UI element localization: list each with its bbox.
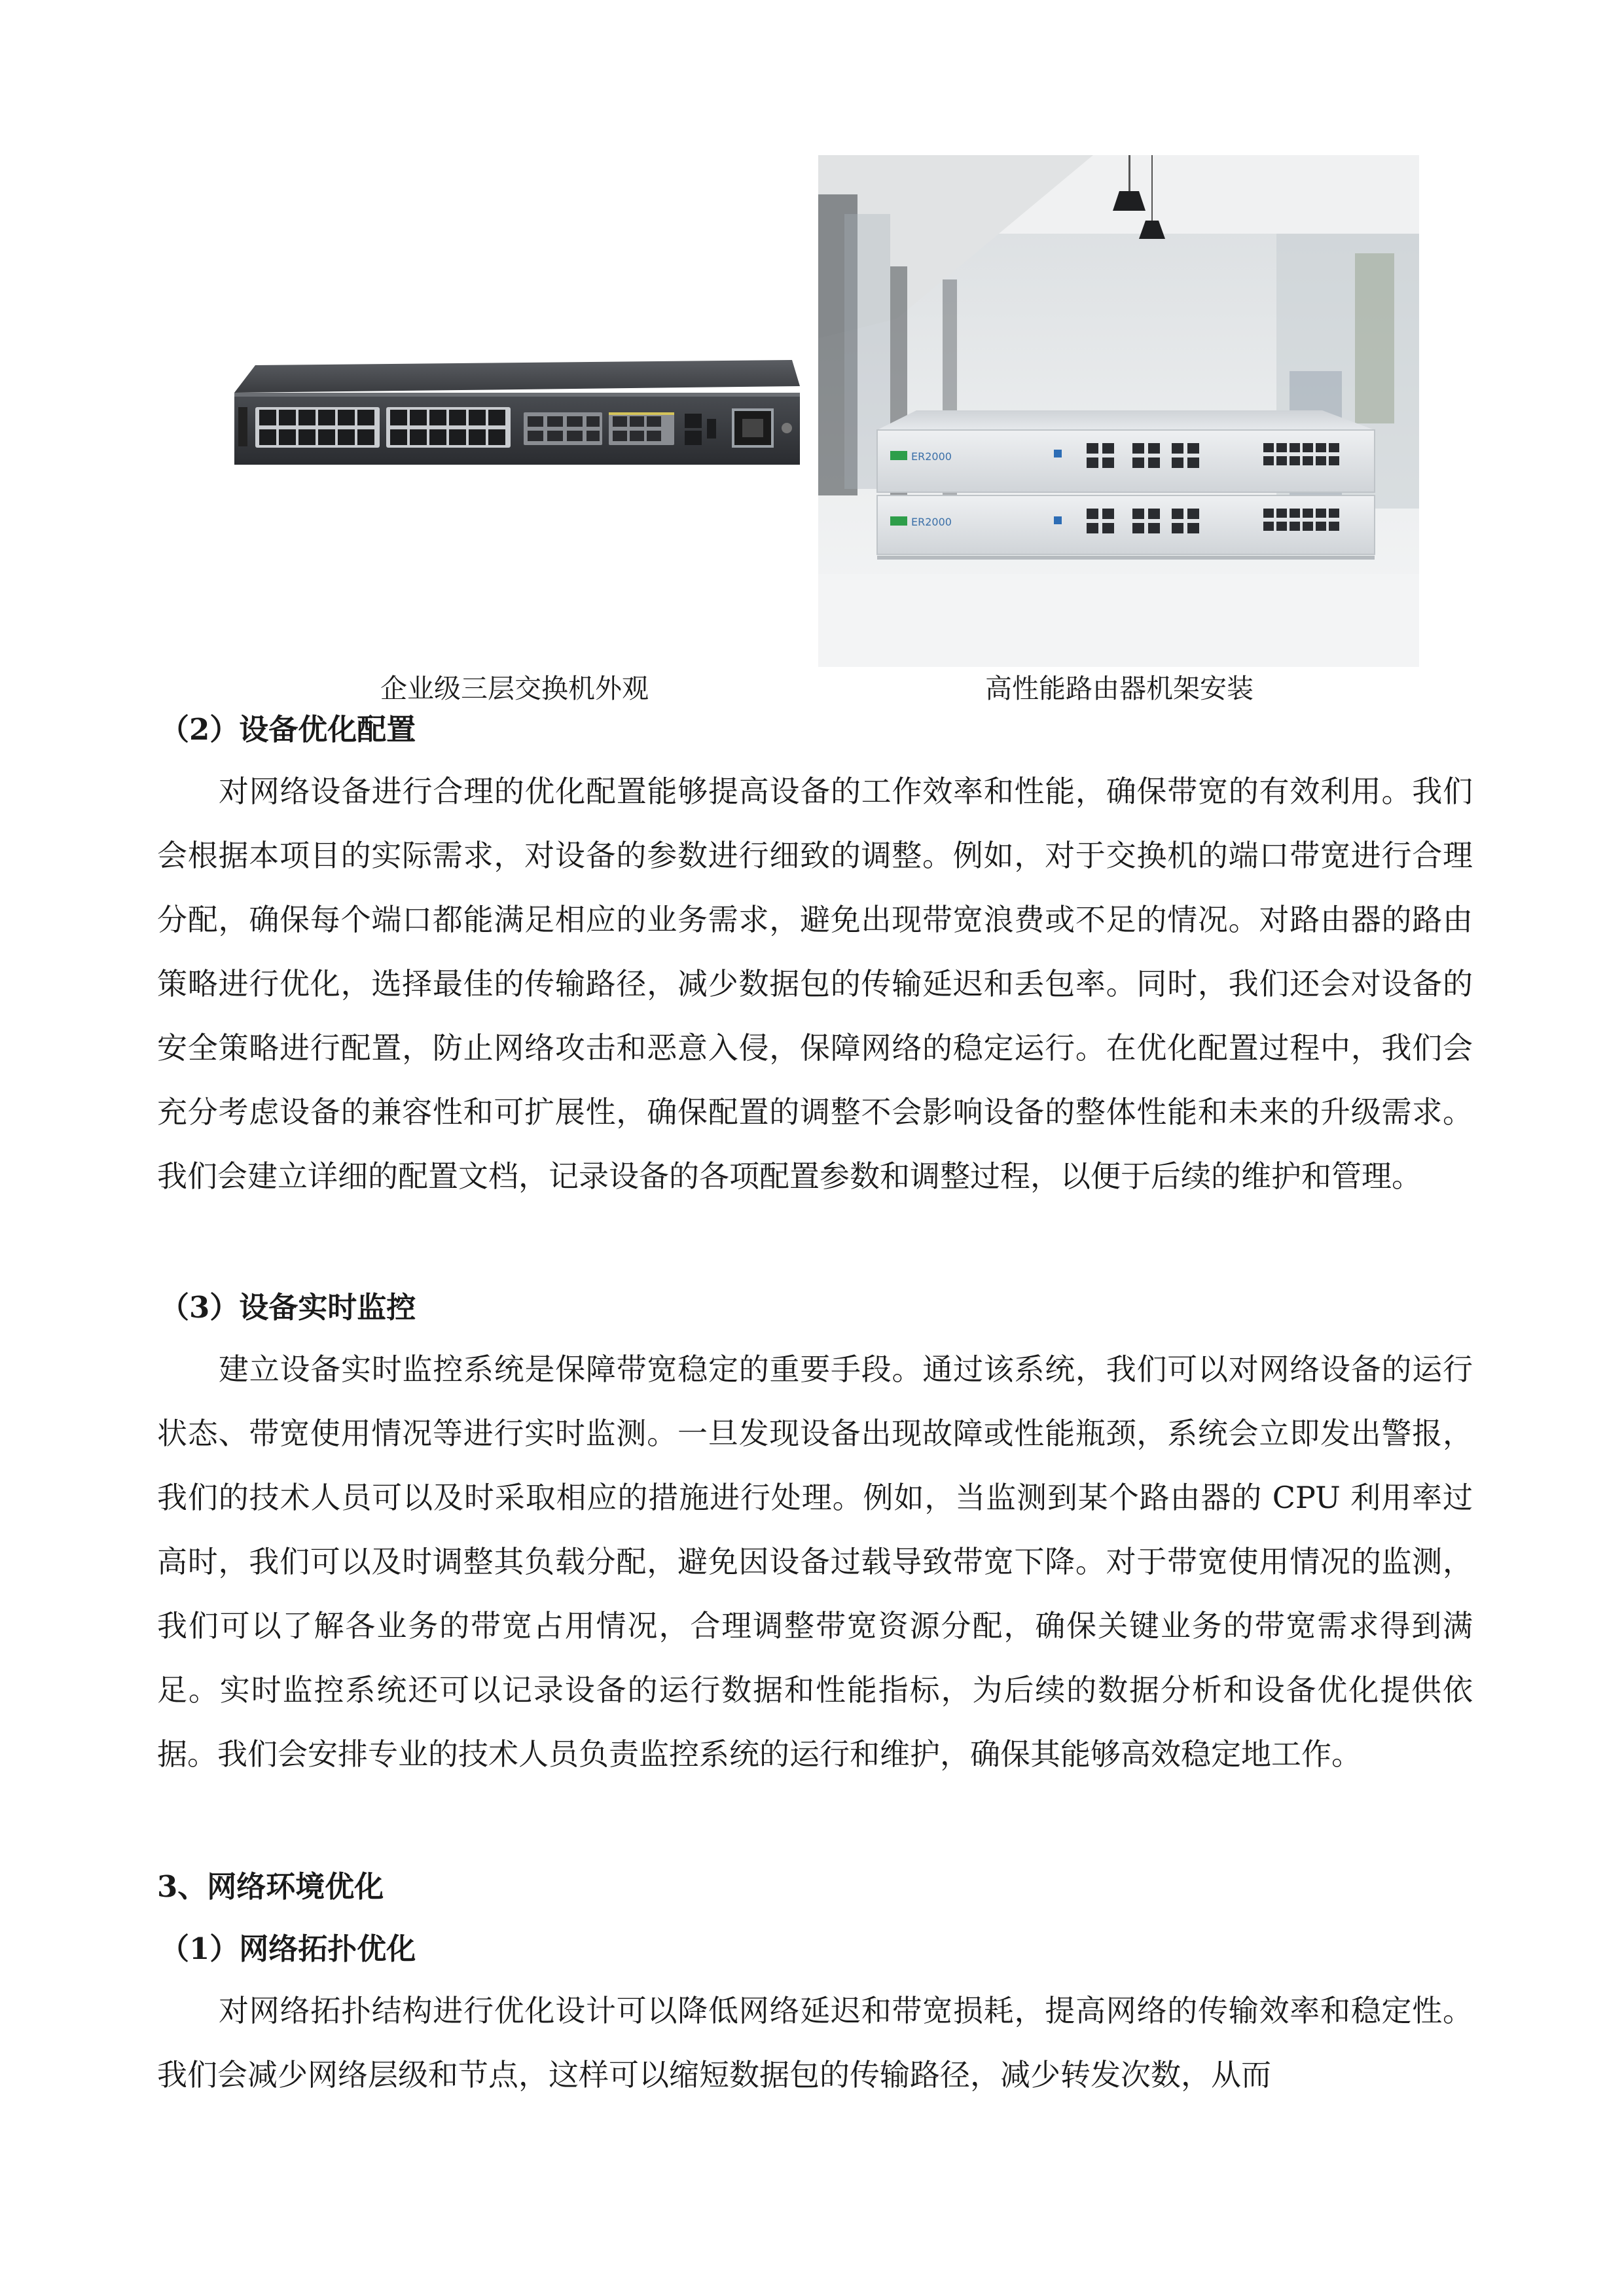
section-heading-network-environment: 3、网络环境优化 bbox=[157, 1869, 384, 1904]
section-heading-device-optimization: （2）设备优化配置 bbox=[160, 712, 416, 747]
figure-caption-router: 高性能路由器机架安装 bbox=[985, 673, 1254, 704]
paragraph-realtime-monitoring: 建立设备实时监控系统是保障带宽稳定的重要手段。通过该系统，我们可以对网络设备的运行状态、带宽使用情况等进行实时监测。一旦发现设备出现故障或性能瓶颈，系统会立即发出警报，我们的技术人员可以及时采取相应的措施进行处理。例如，当监测到某个路由器的 CPU 利用率过高时，我们可以及时调整其负载分配，避免因设备过载导致带宽下降。对于带宽使用情况的监测，我们可以了解各业务的带宽占用情况，合理调整带宽资源分配，确保关键业务的带宽需求得到满足。实时监控系统还可以记录设备的运行数据和性能指标，为后续的数据分析和设备优化提供依据。我们会安排专业的技术人员负责监控系统的运行和维护，确保其能够高效稳定地工作。 bbox=[157, 1352, 1473, 1772]
router-label-bottom: ER2000 bbox=[911, 516, 952, 528]
section-heading-topology: （1）网络拓扑优化 bbox=[160, 1931, 416, 1966]
router-photo bbox=[818, 155, 1419, 667]
paragraph-device-optimization: 对网络设备进行合理的优化配置能够提高设备的工作效率和性能，确保带宽的有效利用。我们会根据本项目的实际需求，对设备的参数进行细致的调整。例如，对于交换机的端口带宽进行合理分配，确保每个端口都能满足相应的业务需求，避免出现带宽浪费或不足的情况。对路由器的路由策略进行优化，选择最佳的传输路径，减少数据包的传输延迟和丢包率。同时，我们还会对设备的安全策略进行配置，防止网络攻击和恶意入侵，保障网络的稳定运行。在优化配置过程中，我们会充分考虑设备的兼容性和可扩展性，确保配置的调整不会影响设备的整体性能和未来的升级需求。我们会建立详细的配置文档，记录设备的各项配置参数和调整过程，以便于后续的维护和管理。 bbox=[157, 774, 1473, 1194]
section-heading-realtime-monitoring: （3）设备实时监控 bbox=[160, 1290, 416, 1325]
figure-caption-switch: 企业级三层交换机外观 bbox=[380, 673, 649, 704]
router-label-top: ER2000 bbox=[911, 450, 952, 463]
paragraph-topology: 对网络拓扑结构进行优化设计可以降低网络延迟和带宽损耗，提高网络的传输效率和稳定性。我们会减少网络层级和节点，这样可以缩短数据包的传输路径，减少转发次数，从而 bbox=[157, 1993, 1473, 2092]
router-illustration bbox=[818, 155, 1419, 667]
switch-illustration bbox=[229, 347, 805, 478]
switch-photo bbox=[229, 347, 805, 478]
